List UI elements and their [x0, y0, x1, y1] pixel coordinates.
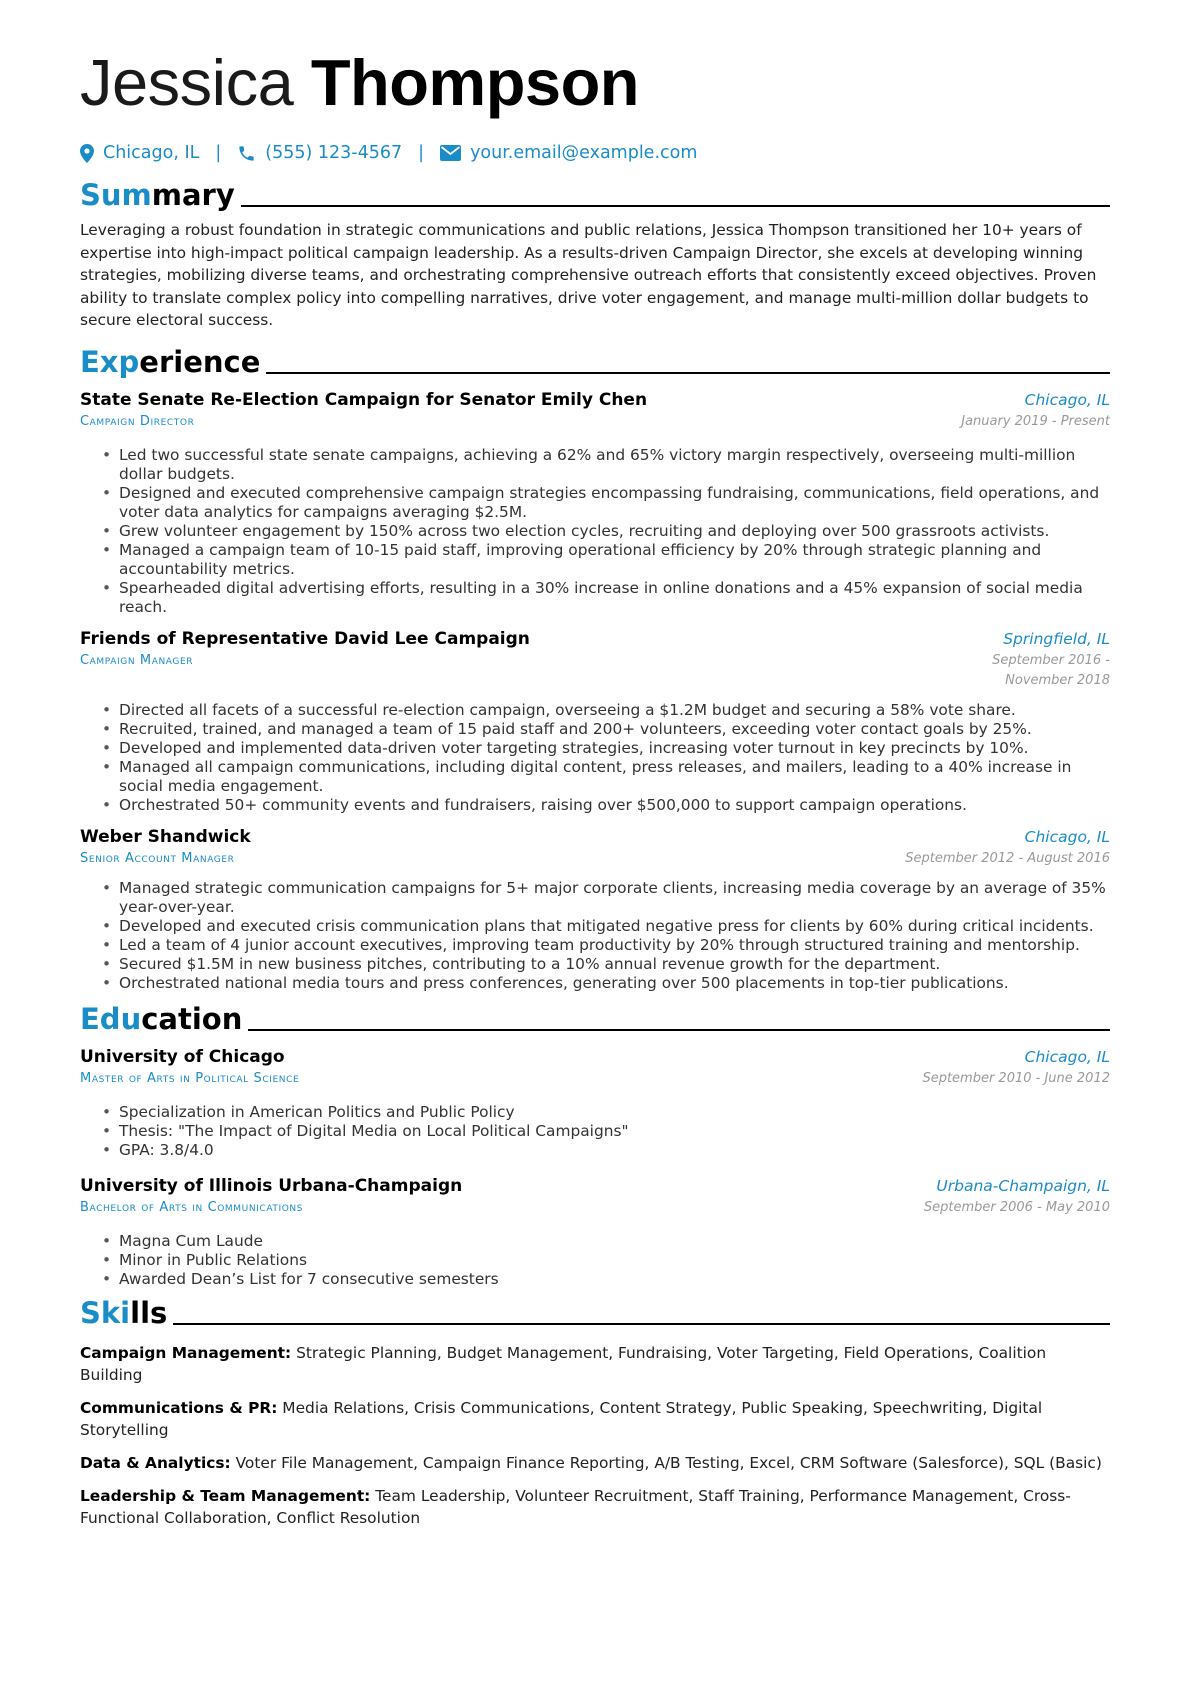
list-item: • Managed all campaign communications, including digital content, press releases, and mailers, leading to a 40% increase in social media engagement.	[80, 758, 1110, 796]
degree-title: Master of Arts in Political Science	[80, 1070, 300, 1086]
summary-heading: Summary	[80, 177, 1110, 213]
education-heading: Education	[80, 1001, 1110, 1037]
school-dates: September 2006 - May 2010	[923, 1199, 1110, 1215]
first-name: Jessica	[80, 46, 294, 119]
education-details-list	[80, 1103, 1110, 1160]
experience-entry	[80, 627, 1110, 815]
list-item: • Awarded Dean’s List for 7 consecutive semesters	[80, 1270, 1110, 1289]
list-item: • Thesis: "The Impact of Digital Media on Local Political Campaigns"	[80, 1122, 1110, 1141]
job-dates: September 2012 - August 2016	[905, 850, 1110, 866]
job-location: Chicago, IL	[1024, 827, 1110, 846]
map-pin-icon	[80, 144, 94, 163]
job-title: Campaign Director	[80, 413, 195, 429]
location-text: Chicago, IL	[103, 143, 200, 163]
skill-group-items: Media Relations, Crisis Communications, Content Strategy, Public Speaking, Speechwriting, Digital Storytelling	[80, 1398, 1043, 1439]
list-item: • Magna Cum Laude	[80, 1232, 1110, 1251]
summary-text: Leveraging a robust foundation in strategic communications and public relations, Jessica Thompson transitioned her 10+ years of expertise into high-impact political campaign leadership. As a results-driven Campaign Director, she excels at developing winning strategies, mobilizing diverse teams, and orchestrating comprehensive outreach efforts that consistently exceed objectives. Proven ability to translate complex policy into compelling narratives, drive voter engagement, and manage multi-million dollar budgets to secure electoral success.	[80, 221, 1097, 330]
phone-icon	[237, 144, 256, 163]
skill-group-label: Campaign Management:	[80, 1343, 292, 1362]
skill-group	[80, 1342, 1110, 1386]
list-item: • Designed and executed comprehensive campaign strategies encompassing fundraising, communications, field operations, and voter data analytics for campaigns averaging $2.5M.	[80, 484, 1110, 522]
job-title: Campaign Manager	[80, 652, 194, 668]
skill-group-items: Voter File Management, Campaign Finance Reporting, A/B Testing, Excel, CRM Software (Salesforce), SQL (Basic)	[235, 1453, 1102, 1472]
list-item: • Grew volunteer engagement by 150% across two election cycles, recruiting and deploying over 500 grassroots activists.	[80, 522, 1110, 541]
organization-name: State Senate Re-Election Campaign for Senator Emily Chen	[80, 389, 648, 410]
achievement-list	[80, 879, 1110, 993]
job-title: Senior Account Manager	[80, 850, 235, 866]
skill-group-label: Leadership & Team Management:	[80, 1486, 371, 1505]
list-item: • Led two successful state senate campaigns, achieving a 62% and 65% victory margin respectively, overseeing multi-million dollar budgets.	[80, 446, 1110, 484]
skill-group-label: Communications & PR:	[80, 1398, 278, 1417]
list-item: • Spearheaded digital advertising efforts, resulting in a 30% increase in online donations and a 45% expansion of social media reach.	[80, 579, 1110, 617]
experience-heading: Experience	[80, 344, 1110, 380]
contact-separator: |	[215, 143, 222, 163]
contact-location	[80, 143, 199, 163]
phone-text: (555) 123-4567	[265, 143, 403, 163]
job-location: Springfield, IL	[1003, 629, 1110, 648]
school-dates: September 2010 - June 2012	[922, 1070, 1110, 1086]
contact-email[interactable]	[440, 143, 697, 163]
education-entry	[80, 1045, 1110, 1160]
list-item: • Recruited, trained, and managed a team of 15 paid staff and 200+ volunteers, exceeding voter contact goals by 25%.	[80, 720, 1110, 739]
skill-group	[80, 1397, 1110, 1441]
list-item: • Specialization in American Politics and Public Policy	[80, 1103, 1110, 1122]
job-dates: January 2019 - Present	[961, 413, 1110, 429]
school-location: Urbana-Champaign, IL	[936, 1176, 1110, 1195]
skills-list	[80, 1342, 1110, 1529]
list-item: • Orchestrated national media tours and press conferences, generating over 500 placements in top-tier publications.	[80, 974, 1110, 993]
section-divider	[248, 1029, 1110, 1031]
achievement-list	[80, 446, 1110, 617]
email-text: your.email@example.com	[470, 143, 698, 163]
list-item: • Developed and implemented data-driven voter targeting strategies, increasing voter turnout in key precincts by 10%.	[80, 739, 1110, 758]
skill-group	[80, 1485, 1110, 1529]
organization-name: Weber Shandwick	[80, 826, 251, 847]
last-name: Thompson	[310, 46, 639, 119]
contact-phone[interactable]	[237, 143, 402, 163]
job-location: Chicago, IL	[1024, 390, 1110, 409]
list-item: • Secured $1.5M in new business pitches, contributing to a 10% annual revenue growth for the department.	[80, 955, 1110, 974]
skill-group-items: Team Leadership, Volunteer Recruitment, Staff Training, Performance Management, Cross-Functional Collaboration, Conflict Resolution	[80, 1486, 1071, 1527]
school-name: University of Chicago	[80, 1046, 285, 1067]
contact-separator: |	[418, 143, 425, 163]
list-item: • Orchestrated 50+ community events and fundraisers, raising over $500,000 to support campaign operations.	[80, 796, 1110, 815]
list-item: • Managed strategic communication campaigns for 5+ major corporate clients, increasing media coverage by an average of 35% year-over-year.	[80, 879, 1110, 917]
section-divider	[266, 372, 1110, 374]
section-divider	[173, 1323, 1110, 1325]
experience-entry	[80, 388, 1110, 617]
section-divider	[241, 205, 1110, 207]
education-entry	[80, 1174, 1110, 1289]
envelope-icon	[440, 145, 461, 161]
contact-bar	[80, 143, 1110, 163]
job-dates: September 2016 - November 2018	[992, 652, 1110, 688]
candidate-name	[80, 45, 1110, 120]
list-item: • Developed and executed crisis communication plans that mitigated negative press for clients by 60% during critical incidents.	[80, 917, 1110, 936]
list-item: • Directed all facets of a successful re-election campaign, overseeing a $1.2M budget and securing a 58% vote share.	[80, 701, 1110, 720]
achievement-list	[80, 701, 1110, 815]
school-location: Chicago, IL	[1024, 1047, 1110, 1066]
school-name: University of Illinois Urbana-Champaign	[80, 1175, 463, 1196]
list-item: • Managed a campaign team of 10-15 paid staff, improving operational efficiency by 20% through strategic planning and accountability metrics.	[80, 541, 1110, 579]
education-details-list	[80, 1232, 1110, 1289]
organization-name: Friends of Representative David Lee Campaign	[80, 628, 530, 649]
list-item: • GPA: 3.8/4.0	[80, 1141, 1110, 1160]
skill-group	[80, 1452, 1110, 1474]
list-item: • Led a team of 4 junior account executives, improving team productivity by 20% through structured training and mentorship.	[80, 936, 1110, 955]
list-item: • Minor in Public Relations	[80, 1251, 1110, 1270]
experience-entry	[80, 825, 1110, 993]
skills-heading: Skills	[80, 1295, 1110, 1331]
skill-group-label: Data & Analytics:	[80, 1453, 231, 1472]
skill-group-items: Strategic Planning, Budget Management, Fundraising, Voter Targeting, Field Operations, Coalition Building	[80, 1343, 1047, 1384]
degree-title: Bachelor of Arts in Communications	[80, 1199, 304, 1215]
